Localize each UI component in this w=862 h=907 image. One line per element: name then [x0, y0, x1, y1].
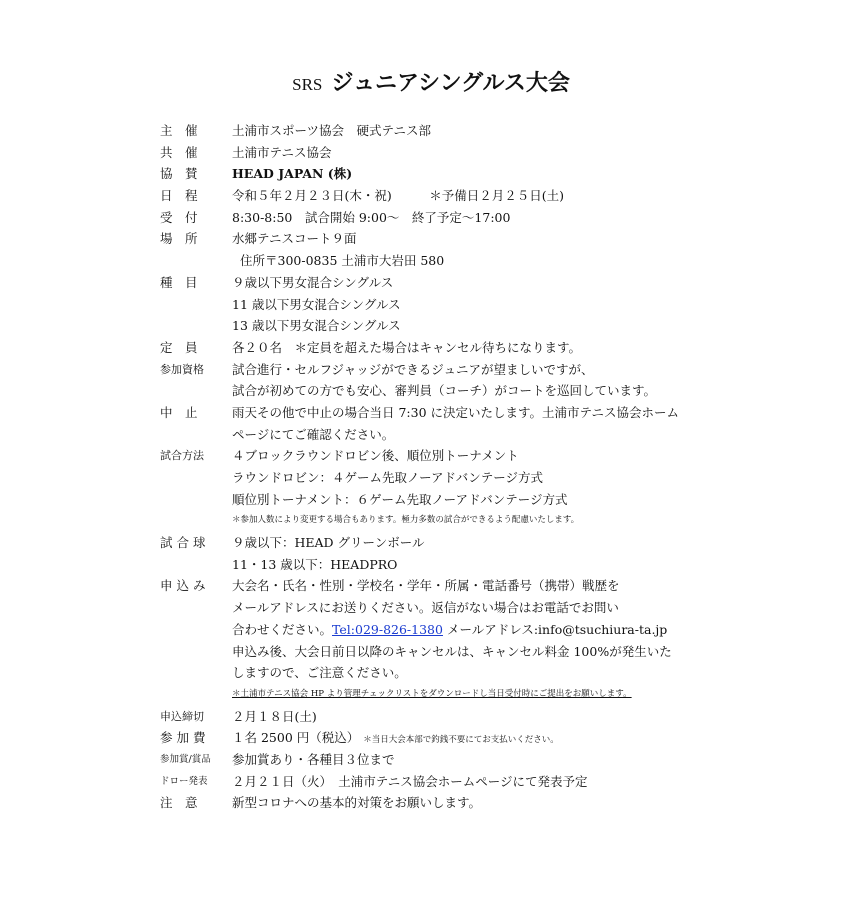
contact-text-before: 合わせください。	[232, 621, 333, 637]
row-ball-2	[160, 554, 720, 576]
value-prize: 参加賞あり・各種目３位まで	[232, 751, 395, 767]
label-format: 試合方法	[160, 449, 204, 463]
row-application-5	[160, 662, 720, 684]
value-format-3: 順位別トーナメント：６ゲーム先取ノーアドバンテージ方式	[232, 491, 568, 507]
email-text: メールアドレス:info@tsuchiura-ta.jp	[442, 621, 668, 637]
value-draw: ２月２１日（火） 土浦市テニス協会ホームページにて発表予定	[232, 773, 588, 789]
label-fee: 参 加 費	[160, 730, 206, 746]
value-category-3: 13 歳以下男女混合シングルス	[232, 318, 401, 334]
label-draw: ドロー発表	[160, 775, 208, 787]
row-application-note	[160, 684, 720, 706]
row-sponsor	[160, 163, 720, 185]
row-date	[160, 185, 720, 207]
title-main: ジュニアシングルス大会	[331, 71, 570, 96]
row-cancellation-1	[160, 402, 720, 424]
row-deadline	[160, 706, 720, 728]
value-caution: 新型コロナへの基本的対策をお願いします。	[232, 795, 482, 811]
value-application-4: 申込み後、大会日前日以降のキャンセルは、キャンセル料金 100%が発生いた	[232, 643, 672, 659]
value-cancellation-1: 雨天その他で中止の場合当日 7:30 に決定いたします。土浦市テニス協会ホーム	[232, 404, 680, 420]
label-capacity: 定 員	[160, 339, 198, 355]
value-application-note: ＊土浦市テニス協会 HP より管理チェックリストをダウンロードし当日受付時にご提出をお願いします。	[232, 688, 632, 699]
fee-amount: １名 2500 円（税込）	[232, 730, 360, 746]
row-application-1	[160, 575, 720, 597]
row-format-2	[160, 467, 720, 489]
value-sponsor: HEAD JAPAN (株)	[232, 166, 353, 182]
value-format-1: ４ブロックラウンドロビン後、順位別トーナメント	[232, 448, 519, 464]
page-title	[0, 66, 862, 97]
value-eligibility-2: 試合が初めての方でも安心、審判員（コーチ）がコートを巡回しています。	[232, 383, 657, 399]
value-application-1: 大会名・氏名・性別・学校名・学年・所属・電話番号（携帯）戦歴を	[232, 578, 620, 594]
label-eligibility: 参加資格	[160, 362, 204, 376]
label-ball: 試 合 球	[160, 535, 206, 551]
row-cancellation-2	[160, 424, 720, 446]
value-date: 令和５年２月２３日(木・祝) ＊予備日２月２５日(土)	[232, 188, 565, 204]
value-reception: 8:30-8:50 試合開始 9:00～ 終了予定～17:00	[232, 209, 511, 225]
fee-note: ＊当日大会本部で釣銭不要にてお支払いください。	[363, 735, 559, 746]
row-format-note	[160, 510, 720, 532]
value-category-1: ９歳以下男女混合シングルス	[232, 274, 394, 290]
row-address	[160, 250, 720, 272]
row-reception	[160, 207, 720, 229]
row-capacity	[160, 337, 720, 359]
label-venue: 場 所	[160, 231, 198, 247]
phone-link[interactable]: Tel:029-826-1380	[332, 621, 443, 637]
row-caution	[160, 792, 720, 814]
label-sponsor: 協 賛	[160, 166, 198, 182]
title-prefix: SRS	[292, 75, 323, 94]
row-prize	[160, 749, 720, 771]
label-prize: 参加賞/賞品	[160, 753, 211, 765]
label-reception: 受 付	[160, 209, 198, 225]
value-organizer: 土浦市スポーツ協会 硬式テニス部	[232, 123, 432, 138]
event-details	[160, 120, 720, 814]
row-draw	[160, 771, 720, 793]
label-caution: 注 意	[160, 795, 198, 811]
row-category-1	[160, 272, 720, 294]
value-address: 住所〒300-0835 土浦市大岩田 580	[240, 253, 445, 269]
value-application-2: メールアドレスにお送りください。返信がない場合はお電話でお問い	[232, 600, 619, 616]
value-category-2: 11 歳以下男女混合シングルス	[232, 296, 401, 312]
row-application-4	[160, 641, 720, 663]
label-category: 種 目	[160, 274, 198, 290]
label-organizer: 主 催	[160, 123, 198, 138]
label-cohost: 共 催	[160, 144, 198, 160]
value-format-2: ラウンドロビン：４ゲーム先取ノーアドバンテージ方式	[232, 470, 544, 485]
value-ball-1: ９歳以下：HEAD グリーンボール	[232, 535, 425, 551]
row-fee	[160, 727, 720, 749]
value-cancellation-2: ページにてご確認ください。	[232, 426, 395, 442]
label-date: 日 程	[160, 188, 198, 204]
row-ball-1	[160, 532, 720, 554]
row-eligibility-2	[160, 380, 720, 402]
value-capacity: 各２０名 ＊定員を超えた場合はキャンセル待ちになります。	[232, 339, 582, 355]
value-deadline: ２月１８日(土)	[232, 708, 317, 724]
row-cohost	[160, 142, 720, 164]
row-category-3	[160, 315, 720, 337]
row-format-1	[160, 445, 720, 467]
label-cancellation: 中 止	[160, 404, 198, 420]
row-organizer	[160, 120, 720, 142]
row-eligibility-1	[160, 359, 720, 381]
value-ball-2: 11・13 歳以下：HEADPRO	[232, 556, 398, 572]
row-category-2	[160, 294, 720, 316]
row-format-3	[160, 489, 720, 511]
row-application-3	[160, 619, 720, 641]
value-venue: 水郷テニスコート９面	[232, 231, 357, 247]
value-cohost: 土浦市テニス協会	[232, 144, 332, 160]
value-eligibility-1: 試合進行・セルフジャッジができるジュニアが望ましいですが、	[232, 361, 594, 377]
value-application-5: しますので、ご注意ください。	[232, 665, 407, 681]
row-application-2	[160, 597, 720, 619]
value-application-3	[232, 619, 667, 641]
row-venue	[160, 228, 720, 250]
value-format-note: ＊参加人数により変更する場合もあります。極力多数の試合ができるよう配慮いたします。	[232, 515, 580, 526]
label-deadline: 申込締切	[160, 709, 204, 723]
label-application: 申 込 み	[160, 578, 206, 594]
